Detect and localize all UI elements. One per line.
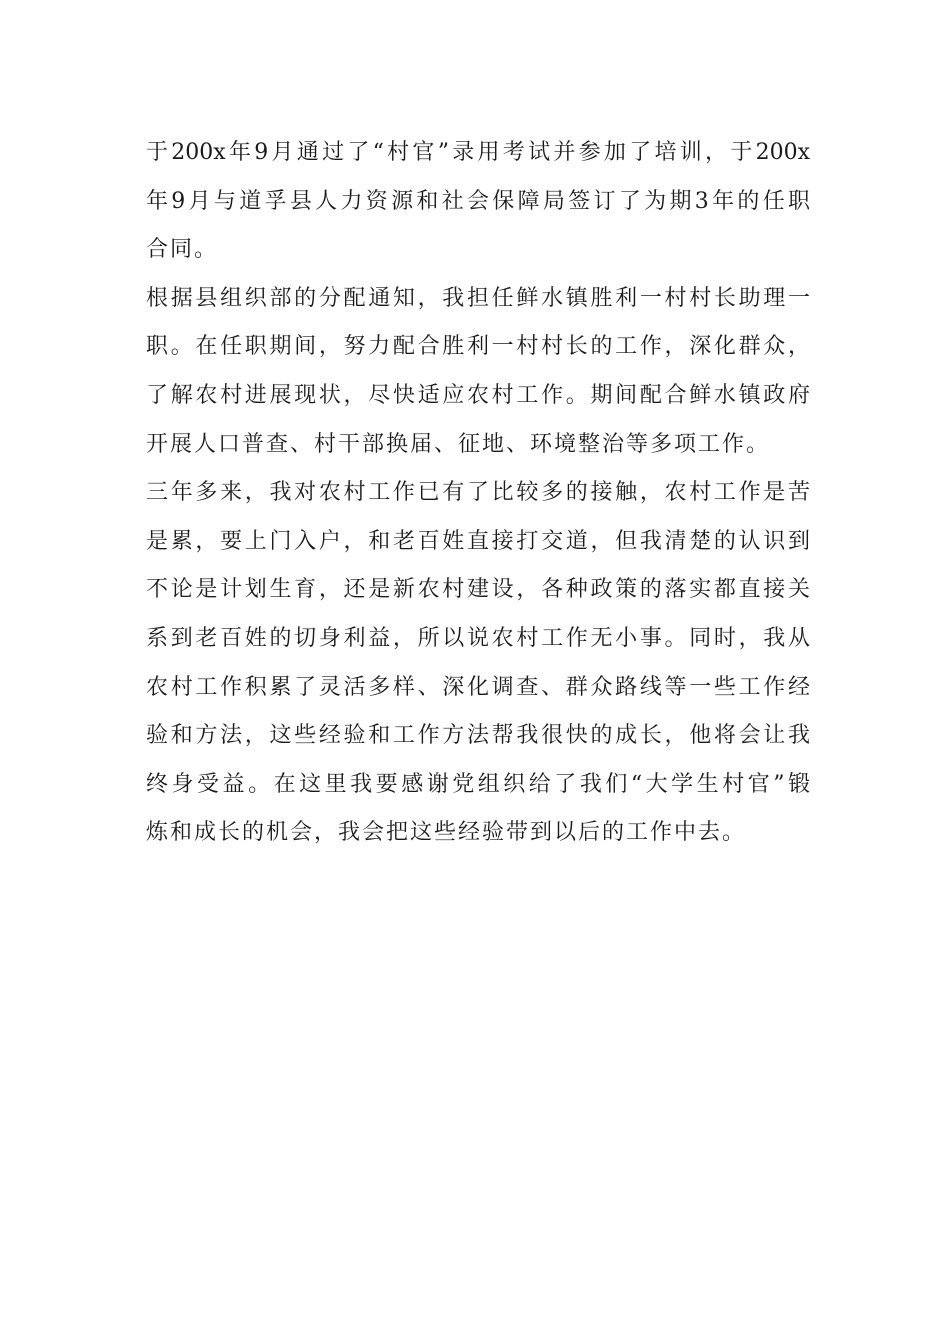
text-line: 不论是计划生育，还是新农村建设，各种政策的落实都直接关	[146, 577, 810, 603]
text-line: 根据县组织部的分配通知，我担任鲜水镇胜利一村村长助理一	[146, 285, 810, 311]
text-line: 职。在任职期间，努力配合胜利一村村长的工作，深化群众，	[146, 334, 810, 360]
text-line: 年9月与道孚县人力资源和社会保障局签订了为期3年的任职	[146, 188, 810, 214]
text-line: 于200x年9月通过了“村官”录用考试并参加了培训，于200x	[146, 140, 810, 165]
text-line: 开展人口普查、村干部换届、征地、环境整治等多项工作。	[146, 431, 771, 457]
document-body	[146, 129, 810, 858]
text-line: 合同。	[146, 237, 219, 263]
text-line: 三年多来，我对农村工作已有了比较多的接触，农村工作是苦	[146, 480, 810, 506]
text-line: 是累，要上门入户，和老百姓直接打交道，但我清楚的认识到	[146, 528, 810, 554]
text-line: 终身受益。在这里我要感谢党组织给了我们“大学生村官”锻	[146, 771, 810, 797]
text-line: 系到老百姓的切身利益，所以说农村工作无小事。同时，我从	[146, 625, 810, 651]
text-line: 了解农村进展现状，尽快适应农村工作。期间配合鲜水镇政府	[146, 382, 810, 408]
text-line: 农村工作积累了灵活多样、深化调查、群众路线等一些工作经	[146, 674, 810, 700]
text-line: 验和方法，这些经验和工作方法帮我很快的成长，他将会让我	[146, 723, 810, 749]
text-line: 炼和成长的机会，我会把这些经验带到以后的工作中去。	[146, 820, 747, 846]
